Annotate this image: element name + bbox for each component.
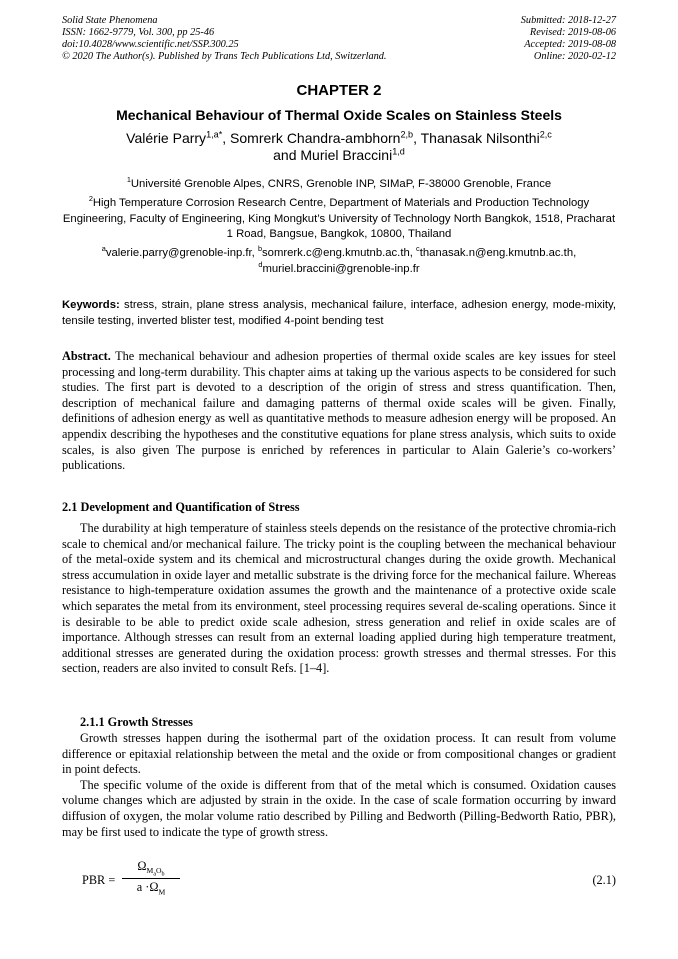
affiliation-text: Université Grenoble Alpes, CNRS, Grenoble INP, SIMaP, F-38000 Grenoble, France — [130, 178, 552, 190]
revised-date: Revised: 2019-08-06 — [529, 27, 616, 38]
author-affiliation-mark: 2,b — [400, 129, 414, 140]
equation-denominator — [122, 880, 180, 896]
subscript: M — [146, 866, 154, 876]
chapter-label: CHAPTER 2 — [296, 82, 382, 99]
author-list — [62, 130, 616, 164]
author-affiliation-mark: 1,a* — [206, 129, 223, 140]
author-name: Muriel Braccini — [300, 147, 393, 163]
email-link[interactable]: somrerk.c@eng.kmutnb.ac.th, — [262, 247, 417, 259]
denominator-coefficient: a · — [136, 880, 150, 894]
email-mark: b — [257, 244, 263, 254]
fraction-bar — [122, 878, 180, 879]
affiliation-mark: 1 — [126, 175, 131, 185]
subscript: a — [153, 871, 157, 878]
author-name: Valérie Parry — [126, 130, 207, 146]
submitted-date: Submitted: 2018-12-27 — [520, 15, 616, 26]
keywords-text: stress, strain, plane stress analysis, mechanical failure, interface, adhesion energy, mode-mixity, tensile testing, inverted blister test, modified 4-point bending test — [62, 299, 616, 327]
author-affiliation-mark: 1,d — [392, 146, 405, 157]
equation-number: (2.1) — [592, 873, 616, 887]
omega-symbol: Ω — [137, 859, 147, 873]
author-separator: , — [413, 130, 421, 146]
email-mark: c — [416, 244, 420, 254]
email-link[interactable]: valerie.parry@grenoble-inp.fr, — [105, 247, 258, 259]
accepted-date: Accepted: 2019-08-08 — [524, 39, 616, 50]
keywords — [62, 298, 616, 329]
affiliation-mark: 2 — [88, 194, 93, 204]
paragraph: Growth stresses happen during the isothermal part of the oxidation process. It can result from volume difference or epitaxial relationship between the metal and the oxide or from compositional changes or gradient in point defects. — [62, 731, 616, 777]
abstract-text: The mechanical behaviour and adhesion properties of thermal oxide scales are key issues for steel processing and long-term durability. This chapter aims at taking up the various aspects to be considered for such studies. The first part is devoted to a description of the origin of stress and stress quantification. Then, description of mechanical failure and damaging patterns of thermal oxide scales will be given. Finally, definitions of adhesion energy as well as quantitative methods to measure adhesion energy will be proposed. An appendix describing the hypotheses and the constitutive equations for plane stress analysis, which suits to oxide scales, is also given The purpose is enriched by references in particular to Alain Galerie’s co-workers’ publications. — [62, 349, 616, 473]
keywords-label: Keywords: — [62, 299, 120, 311]
publication-dates — [521, 15, 616, 63]
section-2-1-body — [62, 521, 616, 677]
subscript: b — [161, 871, 165, 878]
section-2-1-1-body — [62, 731, 616, 840]
copyright: © 2020 The Author(s). Published by Trans Tech Publications Ltd, Switzerland. — [62, 51, 387, 62]
section-heading: 2.1 Development and Quantification of Stress — [62, 500, 300, 514]
omega-symbol: Ω — [149, 880, 159, 894]
email-list — [62, 246, 616, 277]
equation-lhs: PBR = — [82, 873, 116, 887]
paragraph: The durability at high temperature of stainless steels depends on the resistance of the protective chromia-rich scale to chemical and/or mechanical failure. The tricky point is the coupling between the mechanical behaviour of the metal-oxide system and its chemical and microstructural changes during the oxide growth. Mechanical stress accumulation in oxide layer and metallic substrate is the driving force for the mechanical failure. Whereas resistance to high-temperature oxidation assumes the growth and the maintenance of a protective oxide scale which separates the metal from its environment, steel processing requires several de-scaling operations. Since it is desirable to be able to predict oxide scale adhesion, stress generation and relief in oxide scales are of importance. Although stresses can result from an external loading applied during high temperature treatment, additional stresses are generated during the oxidation process: growth stresses and thermal stresses. For this section, readers are also invited to consult Refs. [1–4]. — [62, 521, 616, 676]
publication-info — [62, 15, 386, 63]
equation-2-1 — [62, 859, 616, 903]
affiliation-text: High Temperature Corrosion Research Centre, Department of Materials and Production Technology Engineering, Faculty of Engineering, King Mongkut’s University of Technology North Bangkok, 1518, Pracharat 1 Road, Bangsue, Bangkok, 10800, Thailand — [62, 197, 616, 240]
subscript: M — [158, 887, 166, 897]
subscript: O — [156, 866, 162, 876]
author-name: Somrerk Chandra-ambhorn — [230, 130, 401, 146]
abstract — [62, 349, 616, 474]
author-separator: , — [222, 130, 231, 146]
affiliation-2 — [62, 196, 616, 243]
email-link[interactable]: muriel.braccini@grenoble-inp.fr — [262, 262, 420, 275]
online-date: Online: 2020-02-12 — [533, 51, 616, 62]
email-mark: d — [258, 259, 263, 269]
abstract-label: Abstract. — [62, 349, 111, 363]
email-link[interactable]: thanasak.n@eng.kmutnb.ac.th, — [419, 247, 577, 259]
subsection-heading: 2.1.1 Growth Stresses — [80, 715, 193, 729]
paper-title: Mechanical Behaviour of Thermal Oxide Scales on Stainless Steels — [116, 107, 562, 123]
author-name: Thanasak Nilsonthi — [420, 130, 540, 146]
email-mark: a — [101, 244, 106, 254]
author-separator: and — [273, 147, 301, 163]
journal-name: Solid State Phenomena — [62, 15, 158, 26]
equation-numerator — [122, 859, 180, 877]
affiliation-1 — [62, 177, 616, 193]
author-affiliation-mark: 2,c — [539, 129, 552, 140]
paragraph: The specific volume of the oxide is different from that of the metal which is consumed. Oxidation causes volume changes which are adjusted by strain in the oxide. In the case of scale formation occurring by inward diffusion of oxygen, the molar volume ratio described by Pilling and Bedworth (Pilling-Bedworth Ratio, PBR), may be first used to indicate the type of growth stress. — [62, 777, 616, 839]
doi: doi:10.4028/www.scientific.net/SSP.300.25 — [62, 39, 239, 50]
equation-fraction — [122, 859, 180, 896]
issn: ISSN: 1662-9779, Vol. 300, pp 25-46 — [62, 27, 215, 38]
